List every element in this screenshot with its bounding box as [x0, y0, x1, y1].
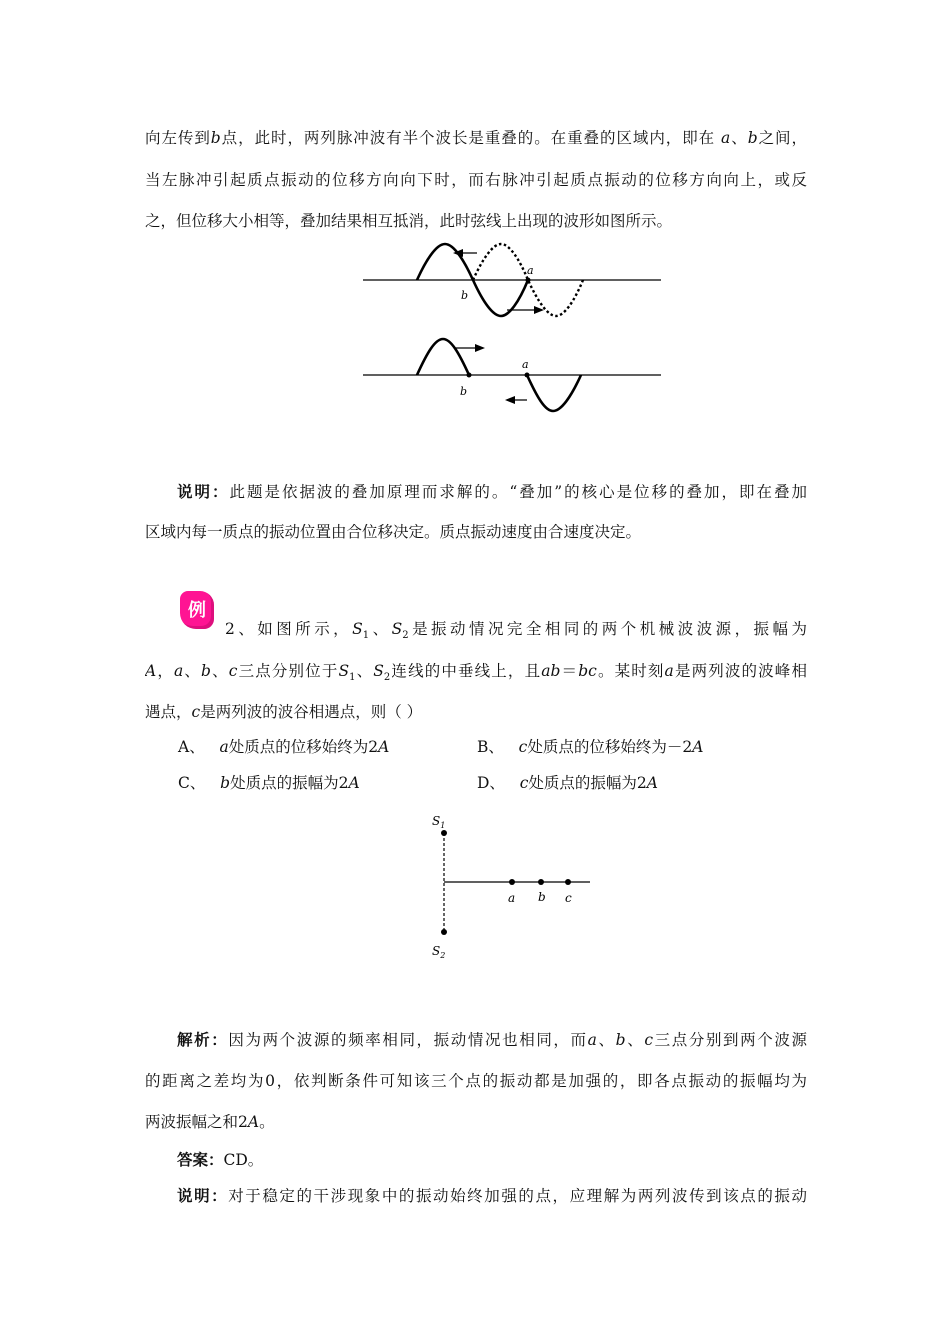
label-b: b — [538, 890, 546, 904]
option-c: C、 b处质点的振幅为2A — [178, 774, 360, 792]
label-a-bottom: a — [522, 358, 529, 371]
label-a-top: a — [527, 264, 534, 277]
analysis-line3: 两波振幅之和2A。 — [145, 1113, 275, 1131]
note1-line2: 区域内每一质点的振动位置由合位移决定。质点振动速度由合速度决定。 — [145, 523, 642, 541]
para1-line2: 当左脉冲引起质点振动的位移方向向下时，而右脉冲引起质点振动的位移方向向上，或反 — [145, 171, 807, 189]
wave-superposition-figure — [355, 238, 675, 423]
option-b: B、 c处质点的位移始终为－2A — [477, 738, 704, 756]
option-a: A、 a处质点的位移始终为2A — [178, 738, 390, 756]
para1-line3: 之，但位移大小相等，叠加结果相互抵消，此时弦线上出现的波形如图所示。 — [145, 212, 673, 230]
example2-line1: 2、如图所示，$S_1$、$S_2$是振动情况完全相同的两个机械波波源，振幅为 — [225, 620, 807, 642]
answer-line: 答案：CD。 — [177, 1150, 264, 1169]
note2-line1: 说明：对于稳定的干涉现象中的振动始终加强的点，应理解为两列波传到该点的振动 — [177, 1186, 807, 1205]
option-d: D、 c处质点的振幅为2A — [477, 774, 658, 792]
example2-line2: A，a、b、c三点分别位于$S_1$、$S_2$连线的中垂线上，且ab＝bc。某时刻a是两列波的波峰相 — [145, 662, 807, 684]
label-s1: $S_1$ — [432, 814, 446, 830]
label-b-top: b — [461, 289, 469, 302]
label-c: c — [565, 891, 572, 905]
label-b-bottom: b — [460, 385, 468, 398]
analysis-line1: 解析：因为两个波源的频率相同，振动情况也相同，而a、b、c三点分别到两个波源 — [177, 1030, 807, 1049]
wave-sources-figure — [420, 805, 600, 965]
note1-line1: 说明：此题是依据波的叠加原理而求解的。“叠加”的核心是位移的叠加，即在叠加 — [177, 482, 807, 501]
para1-line1: 向左传到b点，此时，两列脉冲波有半个波长是重叠的。在重叠的区域内，即在 a、b之间， — [145, 129, 807, 147]
label-s2: $S_2$ — [432, 944, 446, 960]
label-a: a — [508, 891, 516, 905]
analysis-line2: 的距离之差均为0，依判断条件可知该三个点的振动都是加强的，即各点振动的振幅均为 — [145, 1072, 807, 1090]
example-badge: 例 — [180, 591, 214, 629]
example2-line3: 遇点，c是两列波的波谷相遇点，则（ ） — [145, 703, 423, 721]
